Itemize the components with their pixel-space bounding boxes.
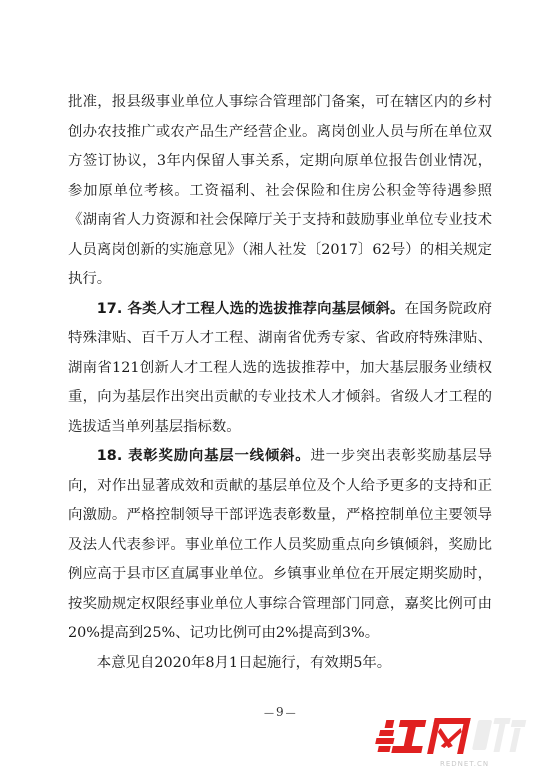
paragraph-effective-date [68, 649, 492, 679]
paragraph-text: 批准，报县级事业单位人事综合管理部门备案，可在辖区内的乡村创办农技推广或农产品生产经营企业。离岗创业人员与所在单位双方签订协议，3年内保留人事关系，定期向原单位报告创业情况，参加原单位考核。工资福利、社会保险和住房公积金等待遇参照《湖南省人力资源和社会保障厅关于支持和鼓励事业单位专业技术人员离岗创新的实施意见》（湘人社发〔2017〕62号）的相关规定执行。 [68, 94, 492, 287]
paragraph-heading: 17. 各类人才工程人选的选拔推荐向基层倾斜。 [96, 300, 405, 317]
watermark [368, 712, 538, 772]
paragraph-continuation [68, 88, 492, 295]
watermark-subtitle: REDNET.CN [440, 760, 490, 768]
rednet-logo-icon [368, 712, 538, 762]
paragraph-heading: 18. 表彰奖励向基层一线倾斜。 [96, 448, 311, 464]
paragraph-text: 进一步突出表彰奖励基层导向，对作出显著成效和贡献的基层单位及个人给予更多的支持和正向激励。严格控制领导干部评选表彰数量，严格控制单位主要领导及法人代表参评。事业单位工作人员奖励重点向乡镇倾斜，奖励比例应高于县市区直属事业单位。乡镇事业单位在开展定期奖励时，按奖励规定权限经事业单位人事综合管理部门同意，嘉奖比例可由20%提高到25%、记功比例可由2%提高到3%。 [68, 448, 492, 641]
paragraph-item-17 [68, 295, 492, 443]
paragraph-item-18 [68, 442, 492, 649]
document-body [68, 88, 492, 678]
paragraph-text: 本意见自2020年8月1日起施行，有效期5年。 [96, 654, 392, 671]
paragraph-text: 在国务院政府特殊津贴、百千万人才工程、湖南省优秀专家、省政府特殊津贴、湖南省121创新人才工程人选的选拔推荐中，加大基层服务业绩权重，向为基层作出突出贡献的专业技术人才倾斜。省级人才工程的选拔适当单列基层指标数。 [68, 300, 492, 435]
page-number: — 9 — [262, 705, 298, 719]
